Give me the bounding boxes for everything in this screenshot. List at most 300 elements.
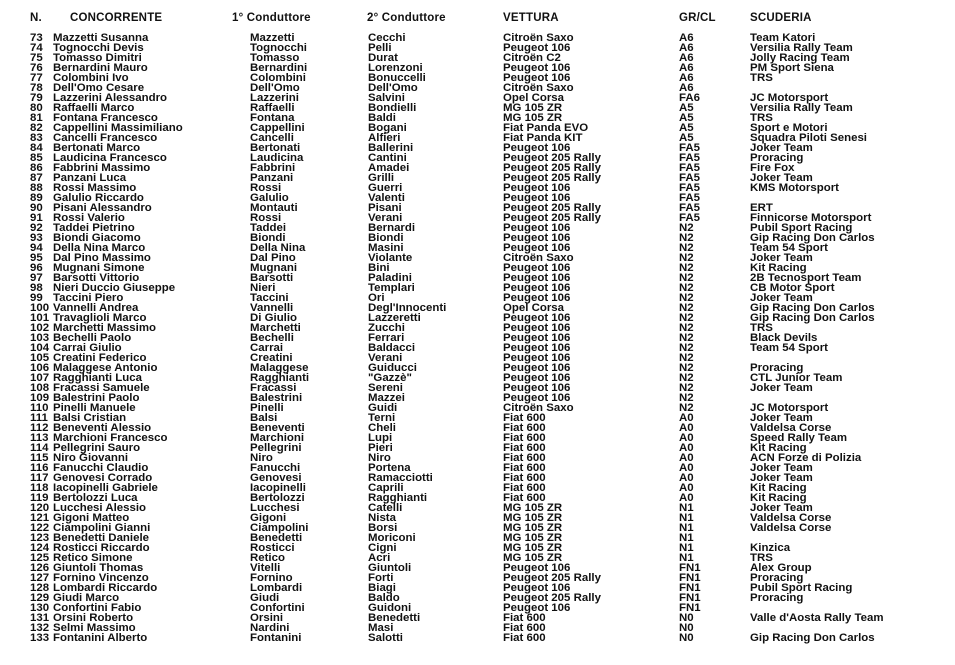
entry-scuderia: Pubil Sport Racing <box>750 222 853 234</box>
entry-conduttore-2: Catelli <box>368 502 403 514</box>
entry-vettura: Peugeot 106 <box>503 392 571 404</box>
entry-conduttore-1: Nieri <box>250 282 276 294</box>
entry-concorrente: Raffaelli Marco <box>53 102 135 114</box>
entry-concorrente: Giudi Marco <box>53 592 120 604</box>
entry-vettura: Fiat 600 <box>503 422 546 434</box>
entry-number: 103 <box>30 332 50 344</box>
entry-conduttore-1: Marchetti <box>250 322 301 334</box>
entry-gr-cl: A0 <box>679 462 694 474</box>
entry-gr-cl: N2 <box>679 232 694 244</box>
entry-gr-cl: A0 <box>679 492 694 504</box>
entry-scuderia: Black Devils <box>750 332 818 344</box>
entry-scuderia: Joker Team <box>750 412 813 424</box>
entry-scuderia: Proracing <box>750 592 804 604</box>
entry-conduttore-2: Cheli <box>368 422 396 434</box>
entry-vettura: Peugeot 106 <box>503 42 571 54</box>
entry-conduttore-1: Tognocchi <box>250 42 308 54</box>
entry-vettura: Citroën Saxo <box>503 402 574 414</box>
entry-conduttore-1: Mugnani <box>250 262 298 274</box>
entry-scuderia: Joker Team <box>750 382 813 394</box>
entry-concorrente: Nieri Duccio Giuseppe <box>53 282 176 294</box>
entry-number: 124 <box>30 542 50 554</box>
entry-concorrente: Colombini Ivo <box>53 72 129 84</box>
header-number: N. <box>30 12 42 24</box>
entry-conduttore-1: Raffaelli <box>250 102 295 114</box>
entry-conduttore-2: Templari <box>368 282 415 294</box>
entry-conduttore-2: "Gazzè" <box>368 372 412 384</box>
entry-vettura: Opel Corsa <box>503 302 565 314</box>
entry-number: 86 <box>30 162 43 174</box>
entry-scuderia: JC Motorsport <box>750 92 829 104</box>
entry-gr-cl: A6 <box>679 42 694 54</box>
entry-vettura: Citroën Saxo <box>503 252 574 264</box>
entry-gr-cl: A5 <box>679 102 694 114</box>
entry-conduttore-2: Degl'Innocenti <box>368 302 447 314</box>
entry-concorrente: Marchetti Massimo <box>53 322 157 334</box>
entry-concorrente: Laudicina Francesco <box>53 152 167 164</box>
entry-gr-cl: A0 <box>679 442 694 454</box>
entry-conduttore-1: Confortini <box>250 602 305 614</box>
entry-vettura: Fiat Panda KIT <box>503 132 583 144</box>
entry-concorrente: Retico Simone <box>53 552 133 564</box>
entry-conduttore-2: Portena <box>368 462 411 474</box>
entry-concorrente: Marchioni Francesco <box>53 432 168 444</box>
entry-concorrente: Fontana Francesco <box>53 112 158 124</box>
entry-concorrente: Confortini Fabio <box>53 602 142 614</box>
entry-concorrente: Tognocchi Devis <box>53 42 144 54</box>
entry-concorrente: Genovesi Corrado <box>53 472 153 484</box>
entry-conduttore-2: Lupi <box>368 432 393 444</box>
entry-number: 133 <box>30 632 50 644</box>
entry-conduttore-1: Taddei <box>250 222 287 234</box>
entry-concorrente: Tomasso Dimitri <box>53 52 142 64</box>
entry-concorrente: Gigoni Matteo <box>53 512 130 524</box>
entry-number: 109 <box>30 392 50 404</box>
entry-number: 130 <box>30 602 50 614</box>
entry-concorrente: Dal Pino Massimo <box>53 252 151 264</box>
entry-scuderia: Fire Fox <box>750 162 795 174</box>
entry-number: 79 <box>30 92 43 104</box>
entry-conduttore-1: Bertonati <box>250 142 301 154</box>
entry-conduttore-1: Carrai <box>250 342 284 354</box>
entry-conduttore-2: Ballerini <box>368 142 414 154</box>
entry-vettura: Fiat Panda EVO <box>503 122 589 134</box>
entry-concorrente: Creatini Federico <box>53 352 147 364</box>
entry-vettura: Peugeot 106 <box>503 272 571 284</box>
entry-conduttore-1: Cancelli <box>250 132 294 144</box>
entry-conduttore-1: Creatini <box>250 352 293 364</box>
entry-gr-cl: A5 <box>679 122 694 134</box>
entry-scuderia: Kit Racing <box>750 442 807 454</box>
entry-scuderia: Alex Group <box>750 562 812 574</box>
entry-gr-cl: FA5 <box>679 202 700 214</box>
entry-concorrente: Iacopinelli Gabriele <box>53 482 158 494</box>
entry-number: 114 <box>30 442 49 454</box>
entry-number: 117 <box>30 472 49 484</box>
entry-scuderia: Team 54 Sport <box>750 342 828 354</box>
entry-gr-cl: FA5 <box>679 212 700 224</box>
entry-conduttore-1: Beneventi <box>250 422 305 434</box>
entry-vettura: MG 105 ZR <box>503 522 563 534</box>
header-scuderia: SCUDERIA <box>750 12 812 24</box>
entry-conduttore-2: Bogani <box>368 122 407 134</box>
entry-gr-cl: N2 <box>679 222 694 234</box>
entry-scuderia: Valdelsa Corse <box>750 522 832 534</box>
entry-gr-cl: N2 <box>679 402 694 414</box>
entry-gr-cl: N2 <box>679 342 694 354</box>
entry-concorrente: Pisani Alessandro <box>53 202 152 214</box>
entry-vettura: Peugeot 106 <box>503 582 571 594</box>
entry-scuderia: 2B Tecnosport Team <box>750 272 862 284</box>
entry-number: 111 <box>30 412 48 424</box>
entry-gr-cl: FN1 <box>679 572 701 584</box>
entry-concorrente: Fanucchi Claudio <box>53 462 149 474</box>
entry-conduttore-2: Salvini <box>368 92 405 104</box>
entry-concorrente: Fabbrini Massimo <box>53 162 151 174</box>
entry-vettura: Peugeot 106 <box>503 192 571 204</box>
header-vettura: VETTURA <box>503 12 559 24</box>
entry-vettura: Fiat 600 <box>503 432 546 444</box>
entry-concorrente: Bertolozzi Luca <box>53 492 138 504</box>
entry-number: 73 <box>30 32 43 44</box>
entry-concorrente: Bechelli Paolo <box>53 332 132 344</box>
entry-scuderia: Kit Racing <box>750 482 807 494</box>
entry-vettura: Peugeot 106 <box>503 312 571 324</box>
entry-conduttore-2: Giuntoli <box>368 562 412 574</box>
entry-gr-cl: A5 <box>679 112 694 124</box>
entry-number: 87 <box>30 172 43 184</box>
entry-vettura: MG 105 ZR <box>503 502 563 514</box>
entry-conduttore-1: Vannelli <box>250 302 294 314</box>
entry-vettura: Fiat 600 <box>503 472 546 484</box>
entry-concorrente: Lazzerini Alessandro <box>53 92 168 104</box>
entry-conduttore-1: Mazzetti <box>250 32 295 44</box>
entry-number: 83 <box>30 132 43 144</box>
entry-conduttore-2: Ramacciotti <box>368 472 433 484</box>
entry-number: 116 <box>30 462 49 474</box>
entry-conduttore-1: Barsotti <box>250 272 294 284</box>
entry-concorrente: Lucchesi Alessio <box>53 502 147 514</box>
entry-concorrente: Cappellini Massimiliano <box>53 122 183 134</box>
entry-concorrente: Travaglioli Marco <box>53 312 147 324</box>
entry-conduttore-2: Ragghianti <box>368 492 428 504</box>
entry-scuderia: Versilia Rally Team <box>750 42 853 54</box>
entry-concorrente: Vannelli Andrea <box>53 302 139 314</box>
entry-number: 89 <box>30 192 43 204</box>
entry-conduttore-2: Cecchi <box>368 32 406 44</box>
entry-conduttore-2: Biondi <box>368 232 404 244</box>
entry-conduttore-1: Rosticci <box>250 542 295 554</box>
entry-scuderia: KMS Motorsport <box>750 182 839 194</box>
entry-number: 129 <box>30 592 50 604</box>
entry-gr-cl: N2 <box>679 322 694 334</box>
entry-conduttore-1: Benedetti <box>250 532 303 544</box>
entry-gr-cl: A6 <box>679 32 694 44</box>
entry-conduttore-1: Pinelli <box>250 402 284 414</box>
entry-conduttore-2: Baldi <box>368 112 396 124</box>
entry-gr-cl: N2 <box>679 312 694 324</box>
entry-scuderia: Gip Racing Don Carlos <box>750 632 875 644</box>
entry-concorrente: Taddei Pietrino <box>53 222 135 234</box>
entry-gr-cl: FA5 <box>679 152 700 164</box>
entry-conduttore-2: Sereni <box>368 382 403 394</box>
entry-scuderia: Versilia Rally Team <box>750 102 853 114</box>
entry-conduttore-1: Iacopinelli <box>250 482 306 494</box>
entry-concorrente: Lombardi Riccardo <box>53 582 158 594</box>
entry-conduttore-1: Vitelli <box>250 562 281 574</box>
entry-gr-cl: N2 <box>679 382 694 394</box>
entry-number: 132 <box>30 622 50 634</box>
entry-conduttore-2: Cantini <box>368 152 407 164</box>
entry-scuderia: Team 54 Sport <box>750 242 828 254</box>
entry-number: 78 <box>30 82 43 94</box>
entry-gr-cl: FA5 <box>679 172 700 184</box>
entry-vettura: MG 105 ZR <box>503 542 563 554</box>
entry-scuderia: Joker Team <box>750 292 813 304</box>
entry-gr-cl: A0 <box>679 422 694 434</box>
entry-number: 80 <box>30 102 43 114</box>
entry-conduttore-2: Paladini <box>368 272 412 284</box>
entry-conduttore-2: Mazzei <box>368 392 405 404</box>
entry-concorrente: Balestrini Paolo <box>53 392 140 404</box>
entry-gr-cl: FN1 <box>679 562 701 574</box>
entry-scuderia: Joker Team <box>750 472 813 484</box>
entry-vettura: Fiat 600 <box>503 612 546 624</box>
entry-number: 93 <box>30 232 43 244</box>
entry-conduttore-1: Fabbrini <box>250 162 296 174</box>
entry-conduttore-2: Bernardi <box>368 222 416 234</box>
entry-conduttore-1: Biondi <box>250 232 286 244</box>
entry-conduttore-2: Dell'Omo <box>368 82 418 94</box>
entry-gr-cl: A6 <box>679 52 694 64</box>
entry-concorrente: Biondi Giacomo <box>53 232 141 244</box>
entry-vettura: Peugeot 205 Rally <box>503 162 601 174</box>
entry-number: 75 <box>30 52 43 64</box>
header-conduttore-1: 1° Conduttore <box>232 12 311 24</box>
entry-number: 127 <box>30 572 50 584</box>
entry-vettura: Peugeot 106 <box>503 292 571 304</box>
entry-scuderia: Joker Team <box>750 502 813 514</box>
entry-conduttore-1: Laudicina <box>250 152 304 164</box>
entry-vettura: Peugeot 106 <box>503 242 571 254</box>
entry-vettura: Fiat 600 <box>503 462 546 474</box>
entry-gr-cl: N2 <box>679 332 694 344</box>
entry-concorrente: Pinelli Manuele <box>53 402 136 414</box>
entry-vettura: Citroën Saxo <box>503 32 574 44</box>
entry-number: 125 <box>30 552 50 564</box>
entry-conduttore-1: Ciampolini <box>250 522 309 534</box>
entry-vettura: Peugeot 106 <box>503 322 571 334</box>
entry-concorrente: Panzani Luca <box>53 172 127 184</box>
entry-scuderia: CB Motor Sport <box>750 282 835 294</box>
entry-vettura: Fiat 600 <box>503 622 546 634</box>
entry-number: 128 <box>30 582 50 594</box>
entry-scuderia: TRS <box>750 72 773 84</box>
entry-scuderia: TRS <box>750 552 773 564</box>
entry-vettura: Peugeot 106 <box>503 222 571 234</box>
entry-scuderia: PM Sport Siena <box>750 62 834 74</box>
entry-gr-cl: FN1 <box>679 592 701 604</box>
entry-scuderia: Finnicorse Motorsport <box>750 212 872 224</box>
entry-gr-cl: FA5 <box>679 142 700 154</box>
entry-conduttore-1: Dal Pino <box>250 252 296 264</box>
entry-gr-cl: A5 <box>679 132 694 144</box>
entry-number: 123 <box>30 532 50 544</box>
entry-vettura: Fiat 600 <box>503 492 546 504</box>
entry-conduttore-2: Ferrari <box>368 332 405 344</box>
entry-scuderia: Joker Team <box>750 142 813 154</box>
entry-number: 131 <box>30 612 50 624</box>
entry-number: 88 <box>30 182 43 194</box>
entry-conduttore-1: Montauti <box>250 202 298 214</box>
entry-conduttore-2: Guidi <box>368 402 398 414</box>
entry-conduttore-2: Amadei <box>368 162 410 174</box>
entry-gr-cl: N2 <box>679 392 694 404</box>
entry-scuderia: TRS <box>750 322 773 334</box>
entry-conduttore-1: Retico <box>250 552 285 564</box>
header-row <box>0 13 955 24</box>
entry-conduttore-2: Guerri <box>368 182 403 194</box>
entry-conduttore-2: Guiducci <box>368 362 417 374</box>
entry-vettura: Peugeot 106 <box>503 372 571 384</box>
header-concorrente: CONCORRENTE <box>70 12 163 24</box>
entry-gr-cl: N0 <box>679 612 694 624</box>
entry-concorrente: Rossi Valerio <box>53 212 125 224</box>
entry-conduttore-1: Fontana <box>250 112 295 124</box>
entry-vettura: Peugeot 106 <box>503 562 571 574</box>
entry-number: 77 <box>30 72 43 84</box>
entry-conduttore-1: Giudi <box>250 592 280 604</box>
entry-number: 120 <box>30 502 50 514</box>
entry-gr-cl: N2 <box>679 352 694 364</box>
entry-number: 82 <box>30 122 43 134</box>
entry-number: 98 <box>30 282 43 294</box>
entry-conduttore-1: Fornino <box>250 572 293 584</box>
entry-gr-cl: N0 <box>679 632 694 644</box>
entry-gr-cl: N1 <box>679 532 694 544</box>
entry-conduttore-1: Bechelli <box>250 332 294 344</box>
entry-conduttore-2: Lorenzoni <box>368 62 423 74</box>
entry-gr-cl: A6 <box>679 62 694 74</box>
entry-vettura: Peugeot 106 <box>503 62 571 74</box>
entry-conduttore-2: Verani <box>368 352 403 364</box>
entry-vettura: Peugeot 106 <box>503 72 571 84</box>
entry-scuderia: Team Katori <box>750 32 816 44</box>
entry-number: 119 <box>30 492 49 504</box>
entry-vettura: Peugeot 205 Rally <box>503 212 601 224</box>
entry-vettura: Peugeot 205 Rally <box>503 572 601 584</box>
entry-conduttore-1: Taccini <box>250 292 289 304</box>
entry-conduttore-1: Marchioni <box>250 432 305 444</box>
entry-gr-cl: N2 <box>679 362 694 374</box>
entry-scuderia: Gip Racing Don Carlos <box>750 232 875 244</box>
entry-number: 90 <box>30 202 43 214</box>
entry-scuderia: Squadra Piloti Senesi <box>750 132 867 144</box>
entry-conduttore-2: Caprili <box>368 482 404 494</box>
entry-number: 126 <box>30 562 50 574</box>
entry-vettura: Citroën C2 <box>503 52 561 64</box>
entry-conduttore-1: Bertolozzi <box>250 492 305 504</box>
entry-number: 81 <box>30 112 43 124</box>
entry-vettura: MG 105 ZR <box>503 102 563 114</box>
table-row <box>0 633 955 644</box>
entry-vettura: Fiat 600 <box>503 412 546 424</box>
header-gr-cl: GR/CL <box>679 12 716 24</box>
entry-concorrente: Selmi Massimo <box>53 622 136 634</box>
entry-scuderia: Proracing <box>750 572 804 584</box>
entry-conduttore-2: Cigni <box>368 542 397 554</box>
entry-conduttore-1: Pellegrini <box>250 442 302 454</box>
entry-vettura: Peugeot 106 <box>503 182 571 194</box>
entry-gr-cl: A0 <box>679 482 694 494</box>
entry-conduttore-2: Benedetti <box>368 612 421 624</box>
entry-scuderia: Valdelsa Corse <box>750 422 832 434</box>
entry-conduttore-2: Masi <box>368 622 394 634</box>
entry-gr-cl: FA6 <box>679 92 700 104</box>
entry-conduttore-2: Ori <box>368 292 385 304</box>
entry-number: 84 <box>30 142 43 154</box>
entry-scuderia: JC Motorsport <box>750 402 829 414</box>
entry-scuderia: Kit Racing <box>750 262 807 274</box>
entry-conduttore-2: Pisani <box>368 202 402 214</box>
entry-gr-cl: N1 <box>679 502 694 514</box>
entry-number: 104 <box>30 342 50 354</box>
entry-vettura: Peugeot 106 <box>503 382 571 394</box>
entry-concorrente: Fontanini Alberto <box>53 632 148 644</box>
entry-scuderia: Gip Racing Don Carlos <box>750 312 875 324</box>
header-conduttore-2: 2° Conduttore <box>367 12 446 24</box>
entry-vettura: Fiat 600 <box>503 452 546 464</box>
entry-gr-cl: A6 <box>679 82 694 94</box>
entry-vettura: Fiat 600 <box>503 442 546 454</box>
entry-conduttore-1: Cappellini <box>250 122 305 134</box>
entry-conduttore-1: Genovesi <box>250 472 302 484</box>
entry-conduttore-2: Bonuccelli <box>368 72 426 84</box>
entry-conduttore-2: Masini <box>368 242 404 254</box>
entry-conduttore-2: Moriconi <box>368 532 416 544</box>
entry-conduttore-1: Rossi <box>250 212 282 224</box>
entry-conduttore-1: Fanucchi <box>250 462 301 474</box>
entry-number: 105 <box>30 352 50 364</box>
entry-conduttore-2: Terni <box>368 412 396 424</box>
entry-number: 101 <box>30 312 50 324</box>
entry-gr-cl: FA5 <box>679 182 700 194</box>
entry-conduttore-2: Borsi <box>368 522 398 534</box>
entry-scuderia: Sport e Motori <box>750 122 828 134</box>
entry-gr-cl: N1 <box>679 512 694 524</box>
entry-scuderia: Pubil Sport Racing <box>750 582 853 594</box>
entry-scuderia: Proracing <box>750 152 804 164</box>
entry-gr-cl: A0 <box>679 472 694 484</box>
entry-number: 121 <box>30 512 50 524</box>
entry-gr-cl: N2 <box>679 282 694 294</box>
entry-conduttore-2: Baldacci <box>368 342 416 354</box>
entry-number: 118 <box>30 482 49 494</box>
entry-concorrente: Benedetti Daniele <box>53 532 150 544</box>
entry-concorrente: Ciampolini Gianni <box>53 522 151 534</box>
entry-concorrente: Mugnani Simone <box>53 262 145 274</box>
entry-vettura: Peugeot 106 <box>503 232 571 244</box>
entry-concorrente: Bertonati Marco <box>53 142 141 154</box>
entry-gr-cl: N1 <box>679 522 694 534</box>
entry-number: 94 <box>30 242 43 254</box>
entry-number: 108 <box>30 382 50 394</box>
entry-conduttore-1: Balestrini <box>250 392 303 404</box>
entry-gr-cl: FA5 <box>679 192 700 204</box>
entry-gr-cl: A0 <box>679 432 694 444</box>
entry-conduttore-1: Ragghianti <box>250 372 310 384</box>
entry-vettura: MG 105 ZR <box>503 112 563 124</box>
